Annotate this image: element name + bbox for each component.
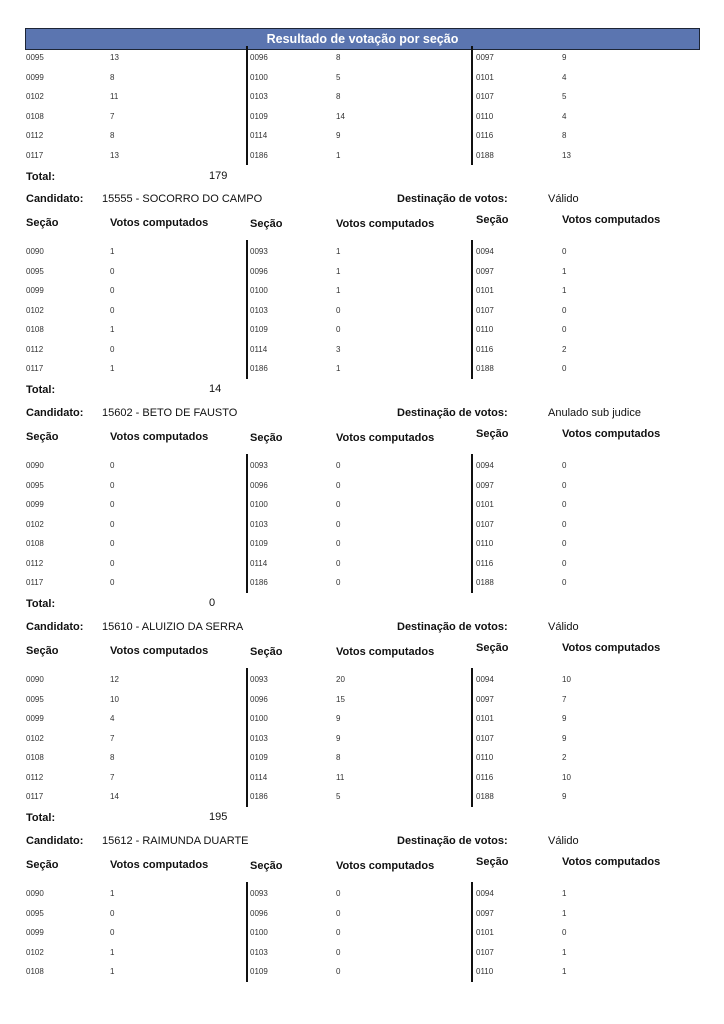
section-number: 0107 bbox=[476, 733, 494, 743]
section-number: 0186 bbox=[250, 578, 268, 587]
section-number: 0117 bbox=[26, 364, 44, 373]
column-header-votos: Votos computados bbox=[110, 217, 209, 229]
vote-count: 0 bbox=[110, 480, 115, 490]
column-divider bbox=[246, 882, 248, 982]
total-label: Total: bbox=[26, 384, 56, 396]
section-number: 0100 bbox=[250, 714, 268, 723]
candidate-name: 15612 - RAIMUNDA DUARTE bbox=[102, 835, 249, 847]
column-header-votos: Votos computados bbox=[562, 642, 661, 654]
vote-count: 1 bbox=[562, 967, 567, 976]
section-number: 0110 bbox=[476, 111, 494, 121]
section-number: 0116 bbox=[476, 344, 494, 354]
section-number: 0099 bbox=[26, 928, 44, 937]
vote-count: 0 bbox=[110, 928, 115, 937]
vote-count: 11 bbox=[110, 92, 119, 101]
section-number: 0108 bbox=[26, 539, 44, 548]
section-number: 0114 bbox=[250, 131, 268, 140]
section-number: 0099 bbox=[26, 72, 44, 82]
section-number: 0090 bbox=[26, 889, 44, 898]
total-label: Total: bbox=[26, 598, 56, 610]
vote-count: 1 bbox=[110, 247, 115, 256]
vote-count: 5 bbox=[562, 92, 567, 101]
vote-count: 1 bbox=[110, 364, 115, 373]
vote-count: 0 bbox=[336, 519, 341, 529]
section-number: 0097 bbox=[476, 480, 494, 490]
section-number: 0109 bbox=[250, 539, 268, 548]
section-number: 0101 bbox=[476, 72, 494, 82]
section-number: 0090 bbox=[26, 247, 44, 256]
vote-count: 0 bbox=[110, 908, 115, 918]
vote-count: 0 bbox=[562, 558, 567, 568]
destination-label: Destinação de votos: bbox=[397, 621, 508, 633]
column-header-secao: Seção bbox=[476, 428, 509, 440]
vote-count: 8 bbox=[110, 131, 115, 140]
section-number: 0095 bbox=[26, 480, 44, 490]
total-value: 195 bbox=[209, 811, 228, 823]
section-number: 0099 bbox=[26, 286, 44, 295]
section-number: 0109 bbox=[250, 967, 268, 976]
destination-label: Destinação de votos: bbox=[397, 193, 508, 205]
vote-count: 0 bbox=[562, 325, 567, 334]
column-divider bbox=[246, 454, 248, 593]
section-number: 0097 bbox=[476, 908, 494, 918]
section-number: 0095 bbox=[26, 53, 44, 62]
column-header-votos: Votos computados bbox=[562, 428, 661, 440]
column-divider bbox=[246, 46, 248, 165]
vote-count: 1 bbox=[336, 266, 341, 276]
vote-count: 0 bbox=[336, 480, 341, 490]
vote-count: 13 bbox=[110, 150, 119, 160]
section-number: 0188 bbox=[476, 578, 494, 587]
vote-count: 14 bbox=[110, 792, 119, 801]
section-number: 0112 bbox=[26, 772, 44, 782]
vote-count: 14 bbox=[336, 111, 345, 121]
section-number: 0107 bbox=[476, 947, 494, 957]
section-number: 0101 bbox=[476, 286, 494, 295]
section-number: 0114 bbox=[250, 558, 268, 568]
section-number: 0108 bbox=[26, 967, 44, 976]
column-divider bbox=[246, 240, 248, 379]
vote-count: 4 bbox=[562, 111, 567, 121]
total-value: 0 bbox=[209, 597, 216, 609]
vote-count: 12 bbox=[110, 675, 119, 684]
section-number: 0107 bbox=[476, 519, 494, 529]
vote-count: 8 bbox=[336, 753, 341, 762]
vote-count: 0 bbox=[336, 305, 341, 315]
vote-count: 9 bbox=[336, 714, 341, 723]
vote-count: 10 bbox=[562, 772, 571, 782]
vote-count: 0 bbox=[562, 480, 567, 490]
column-header-secao: Seção bbox=[26, 431, 59, 443]
column-header-secao: Seção bbox=[476, 214, 509, 226]
column-header-secao: Seção bbox=[250, 860, 283, 872]
vote-count: 1 bbox=[562, 266, 567, 276]
section-number: 0102 bbox=[26, 947, 44, 957]
section-number: 0103 bbox=[250, 305, 268, 315]
vote-count: 15 bbox=[336, 694, 345, 704]
column-header-secao: Seção bbox=[250, 218, 283, 230]
vote-count: 0 bbox=[562, 247, 567, 256]
section-number: 0114 bbox=[250, 772, 268, 782]
vote-count: 1 bbox=[110, 947, 115, 957]
section-number: 0094 bbox=[476, 889, 494, 898]
column-header-votos: Votos computados bbox=[336, 218, 435, 230]
section-number: 0095 bbox=[26, 266, 44, 276]
total-label: Total: bbox=[26, 171, 56, 183]
vote-count: 0 bbox=[110, 305, 115, 315]
section-number: 0094 bbox=[476, 675, 494, 684]
vote-count: 0 bbox=[110, 539, 115, 548]
section-number: 0110 bbox=[476, 967, 494, 976]
column-header-votos: Votos computados bbox=[336, 646, 435, 658]
column-header-secao: Seção bbox=[26, 217, 59, 229]
section-number: 0117 bbox=[26, 792, 44, 801]
vote-count: 0 bbox=[110, 461, 115, 470]
column-header-secao: Seção bbox=[26, 645, 59, 657]
section-number: 0110 bbox=[476, 325, 494, 334]
vote-count: 1 bbox=[110, 967, 115, 976]
vote-count: 8 bbox=[562, 131, 567, 140]
section-number: 0094 bbox=[476, 247, 494, 256]
section-number: 0186 bbox=[250, 792, 268, 801]
vote-count: 0 bbox=[562, 578, 567, 587]
section-number: 0099 bbox=[26, 714, 44, 723]
vote-count: 7 bbox=[110, 772, 115, 782]
vote-count: 8 bbox=[336, 53, 341, 62]
page-title: Resultado de votação por seção bbox=[266, 32, 459, 46]
section-number: 0097 bbox=[476, 694, 494, 704]
section-number: 0116 bbox=[476, 772, 494, 782]
vote-count: 4 bbox=[110, 714, 115, 723]
vote-count: 0 bbox=[562, 500, 567, 509]
section-number: 0093 bbox=[250, 247, 268, 256]
section-number: 0102 bbox=[26, 733, 44, 743]
section-number: 0100 bbox=[250, 286, 268, 295]
section-number: 0109 bbox=[250, 753, 268, 762]
vote-count: 1 bbox=[562, 908, 567, 918]
vote-count: 0 bbox=[336, 889, 341, 898]
section-number: 0103 bbox=[250, 92, 268, 101]
total-value: 14 bbox=[209, 383, 222, 395]
vote-count: 0 bbox=[336, 967, 341, 976]
column-header-votos: Votos computados bbox=[336, 432, 435, 444]
column-header-votos: Votos computados bbox=[110, 431, 209, 443]
vote-count: 0 bbox=[110, 519, 115, 529]
vote-count: 10 bbox=[110, 694, 119, 704]
section-number: 0186 bbox=[250, 150, 268, 160]
column-header-secao: Seção bbox=[250, 432, 283, 444]
vote-count: 9 bbox=[562, 792, 567, 801]
section-number: 0108 bbox=[26, 325, 44, 334]
vote-count: 0 bbox=[336, 539, 341, 548]
total-label: Total: bbox=[26, 812, 56, 824]
vote-count: 0 bbox=[336, 908, 341, 918]
vote-count: 7 bbox=[110, 733, 115, 743]
candidate-label: Candidato: bbox=[26, 835, 84, 847]
section-number: 0108 bbox=[26, 753, 44, 762]
section-number: 0096 bbox=[250, 53, 268, 62]
candidate-label: Candidato: bbox=[26, 621, 84, 633]
section-number: 0186 bbox=[250, 364, 268, 373]
vote-count: 7 bbox=[562, 694, 567, 704]
vote-count: 1 bbox=[562, 889, 567, 898]
vote-count: 0 bbox=[336, 500, 341, 509]
vote-count: 1 bbox=[336, 150, 341, 160]
vote-count: 5 bbox=[336, 792, 341, 801]
section-number: 0096 bbox=[250, 480, 268, 490]
section-number: 0188 bbox=[476, 792, 494, 801]
section-number: 0095 bbox=[26, 908, 44, 918]
section-number: 0102 bbox=[26, 92, 44, 101]
vote-count: 0 bbox=[336, 578, 341, 587]
vote-count: 9 bbox=[336, 131, 341, 140]
section-number: 0103 bbox=[250, 519, 268, 529]
candidate-label: Candidato: bbox=[26, 193, 84, 205]
vote-count: 9 bbox=[562, 733, 567, 743]
column-divider bbox=[471, 668, 473, 807]
destination-value: Válido bbox=[548, 621, 579, 633]
section-number: 0102 bbox=[26, 305, 44, 315]
column-header-votos: Votos computados bbox=[562, 214, 661, 226]
vote-count: 0 bbox=[110, 266, 115, 276]
vote-count: 0 bbox=[110, 558, 115, 568]
column-header-secao: Seção bbox=[476, 642, 509, 654]
section-number: 0109 bbox=[250, 325, 268, 334]
section-number: 0101 bbox=[476, 500, 494, 509]
destination-value: Anulado sub judice bbox=[548, 407, 641, 419]
section-number: 0188 bbox=[476, 364, 494, 373]
section-number: 0101 bbox=[476, 714, 494, 723]
column-header-votos: Votos computados bbox=[110, 859, 209, 871]
vote-count: 0 bbox=[336, 461, 341, 470]
destination-label: Destinação de votos: bbox=[397, 407, 508, 419]
vote-count: 7 bbox=[110, 111, 115, 121]
section-number: 0107 bbox=[476, 305, 494, 315]
section-number: 0093 bbox=[250, 461, 268, 470]
column-divider bbox=[471, 240, 473, 379]
vote-count: 0 bbox=[562, 364, 567, 373]
column-header-secao: Seção bbox=[250, 646, 283, 658]
section-number: 0096 bbox=[250, 694, 268, 704]
section-number: 0116 bbox=[476, 131, 494, 140]
destination-value: Válido bbox=[548, 193, 579, 205]
vote-count: 1 bbox=[110, 889, 115, 898]
section-number: 0102 bbox=[26, 519, 44, 529]
vote-count: 1 bbox=[562, 286, 567, 295]
page-title-bar bbox=[25, 28, 700, 50]
section-number: 0101 bbox=[476, 928, 494, 937]
vote-count: 0 bbox=[336, 325, 341, 334]
section-number: 0097 bbox=[476, 53, 494, 62]
column-divider bbox=[471, 454, 473, 593]
section-number: 0093 bbox=[250, 889, 268, 898]
vote-count: 1 bbox=[336, 364, 341, 373]
vote-count: 0 bbox=[336, 928, 341, 937]
column-divider bbox=[246, 668, 248, 807]
section-number: 0103 bbox=[250, 733, 268, 743]
vote-count: 0 bbox=[110, 286, 115, 295]
vote-count: 11 bbox=[336, 772, 345, 782]
vote-count: 0 bbox=[110, 578, 115, 587]
vote-count: 0 bbox=[562, 305, 567, 315]
vote-count: 5 bbox=[336, 72, 341, 82]
candidate-name: 15555 - SOCORRO DO CAMPO bbox=[102, 193, 263, 205]
vote-count: 0 bbox=[562, 519, 567, 529]
vote-count: 0 bbox=[562, 461, 567, 470]
section-number: 0094 bbox=[476, 461, 494, 470]
candidate-label: Candidato: bbox=[26, 407, 84, 419]
section-number: 0110 bbox=[476, 539, 494, 548]
section-number: 0109 bbox=[250, 111, 268, 121]
vote-count: 13 bbox=[562, 150, 571, 160]
vote-count: 1 bbox=[336, 247, 341, 256]
vote-count: 0 bbox=[562, 928, 567, 937]
vote-count: 10 bbox=[562, 675, 571, 684]
section-number: 0103 bbox=[250, 947, 268, 957]
vote-count: 0 bbox=[562, 539, 567, 548]
vote-count: 8 bbox=[110, 753, 115, 762]
vote-count: 2 bbox=[562, 344, 567, 354]
column-divider bbox=[471, 46, 473, 165]
destination-label: Destinação de votos: bbox=[397, 835, 508, 847]
section-number: 0093 bbox=[250, 675, 268, 684]
section-number: 0100 bbox=[250, 72, 268, 82]
total-value: 179 bbox=[209, 170, 228, 182]
column-header-votos: Votos computados bbox=[336, 860, 435, 872]
section-number: 0188 bbox=[476, 150, 494, 160]
candidate-name: 15610 - ALUIZIO DA SERRA bbox=[102, 621, 244, 633]
vote-count: 0 bbox=[110, 344, 115, 354]
section-number: 0099 bbox=[26, 500, 44, 509]
section-number: 0117 bbox=[26, 578, 44, 587]
section-number: 0110 bbox=[476, 753, 494, 762]
section-number: 0096 bbox=[250, 908, 268, 918]
column-divider bbox=[471, 882, 473, 982]
column-header-secao: Seção bbox=[476, 856, 509, 868]
section-number: 0114 bbox=[250, 344, 268, 354]
section-number: 0100 bbox=[250, 928, 268, 937]
section-number: 0090 bbox=[26, 461, 44, 470]
vote-count: 9 bbox=[336, 733, 341, 743]
column-header-votos: Votos computados bbox=[110, 645, 209, 657]
vote-count: 1 bbox=[562, 947, 567, 957]
vote-count: 8 bbox=[336, 92, 341, 101]
section-number: 0097 bbox=[476, 266, 494, 276]
candidate-name: 15602 - BETO DE FAUSTO bbox=[102, 407, 238, 419]
vote-count: 0 bbox=[336, 947, 341, 957]
vote-count: 0 bbox=[336, 558, 341, 568]
section-number: 0108 bbox=[26, 111, 44, 121]
section-number: 0100 bbox=[250, 500, 268, 509]
vote-count: 9 bbox=[562, 53, 567, 62]
section-number: 0112 bbox=[26, 344, 44, 354]
vote-count: 13 bbox=[110, 53, 119, 62]
vote-count: 8 bbox=[110, 72, 115, 82]
vote-count: 0 bbox=[110, 500, 115, 509]
vote-count: 20 bbox=[336, 675, 345, 684]
vote-count: 4 bbox=[562, 72, 567, 82]
vote-count: 2 bbox=[562, 753, 567, 762]
section-number: 0095 bbox=[26, 694, 44, 704]
vote-count: 3 bbox=[336, 344, 341, 354]
section-number: 0117 bbox=[26, 150, 44, 160]
column-header-votos: Votos computados bbox=[562, 856, 661, 868]
destination-value: Válido bbox=[548, 835, 579, 847]
section-number: 0096 bbox=[250, 266, 268, 276]
vote-count: 9 bbox=[562, 714, 567, 723]
column-header-secao: Seção bbox=[26, 859, 59, 871]
section-number: 0112 bbox=[26, 558, 44, 568]
section-number: 0112 bbox=[26, 131, 44, 140]
vote-count: 1 bbox=[110, 325, 115, 334]
section-number: 0107 bbox=[476, 92, 494, 101]
section-number: 0090 bbox=[26, 675, 44, 684]
vote-count: 1 bbox=[336, 286, 341, 295]
section-number: 0116 bbox=[476, 558, 494, 568]
